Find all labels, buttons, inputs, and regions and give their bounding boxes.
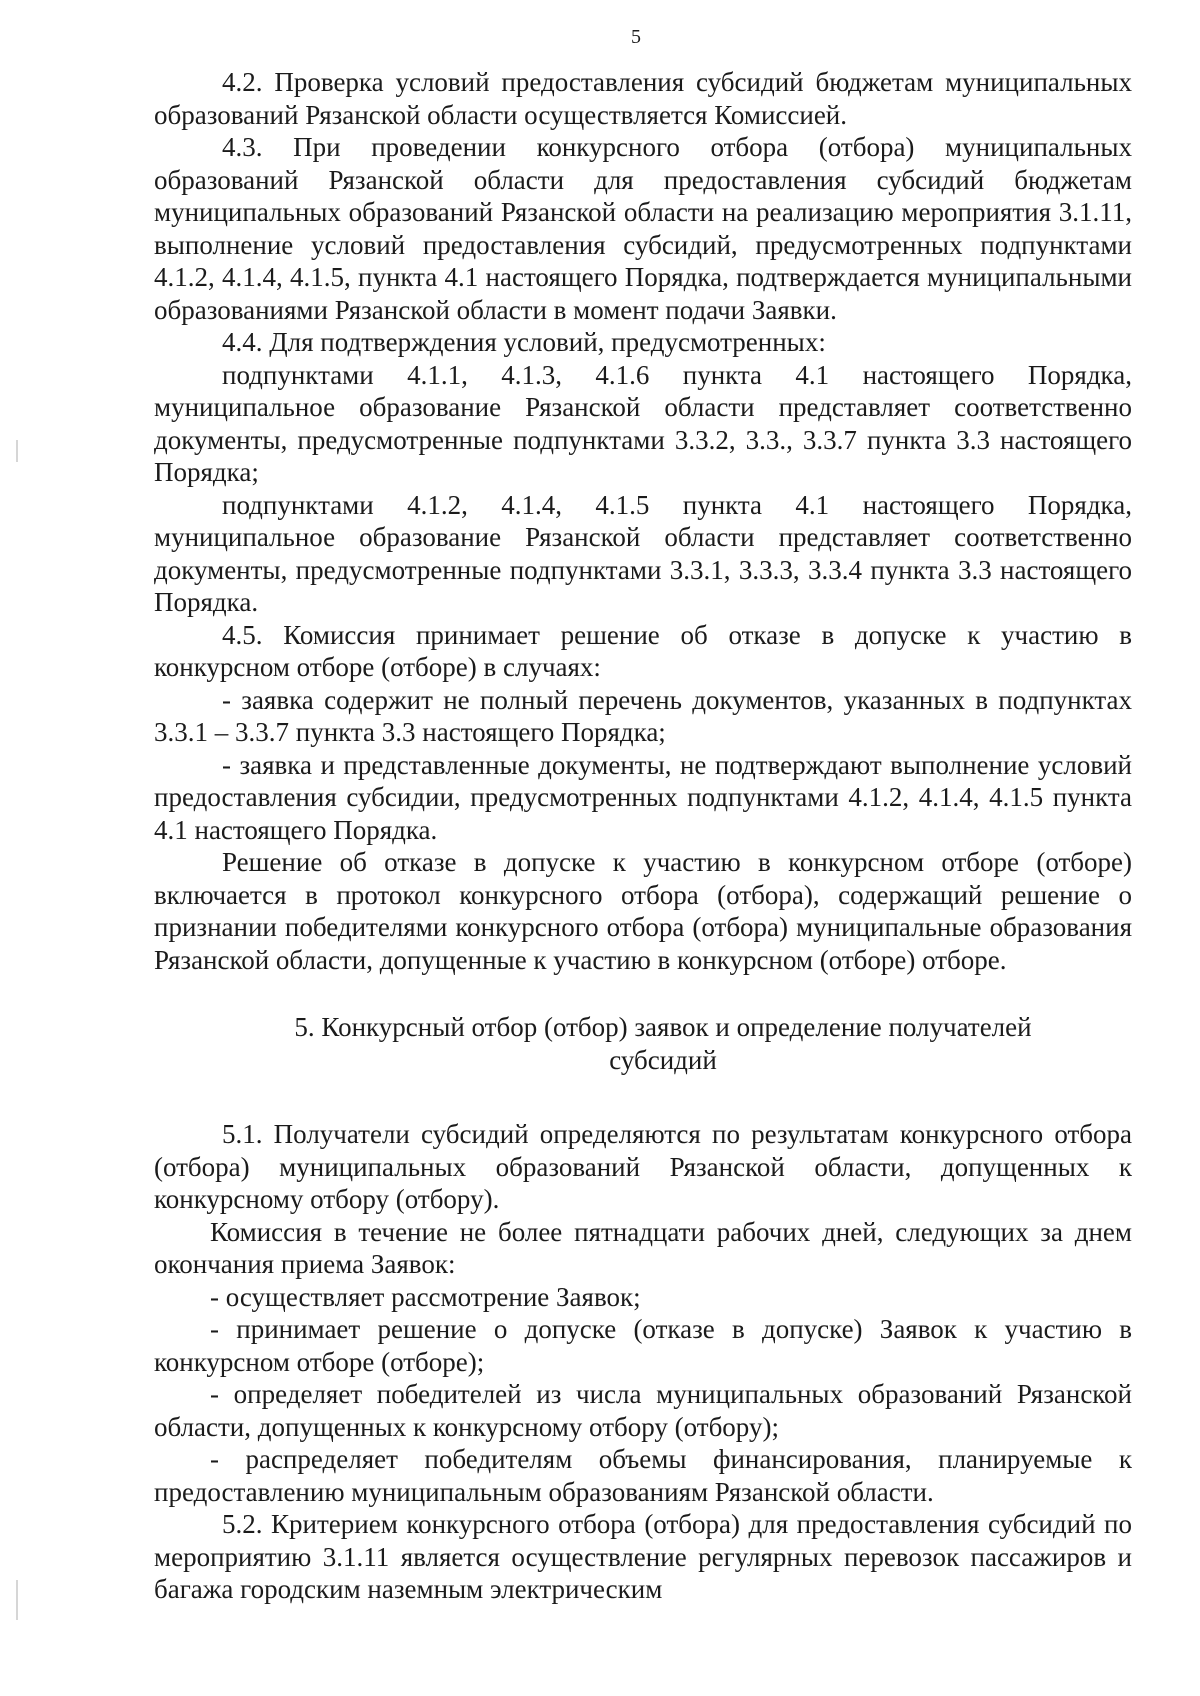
scan-margin-mark — [16, 1580, 18, 1620]
paragraph-5-2: 5.2. Критерием конкурсного отбора (отбора) для предоставления субсидий по мероприятию 3.1.11 является осуществление регулярных перевозок пассажиров и багажа городским наземным электрическим — [154, 1509, 1132, 1604]
section-5-heading — [154, 1011, 1132, 1076]
section-5-heading-line-1: 5. Конкурсный отбор (отбор) заявок и определение получателей — [294, 1012, 1032, 1042]
paragraph-5-1-item-2: - принимает решение о допуске (отказе в допуске) Заявок к участию в конкурсном отборе (отборе); — [154, 1314, 1132, 1377]
paragraph-4-4: 4.4. Для подтверждения условий, предусмотренных: — [222, 327, 826, 357]
paragraph-4-5-item-1: - заявка содержит не полный перечень документов, указанных в подпунктах 3.3.1 – 3.3.7 пункта 3.3 настоящего Порядка; — [154, 684, 1132, 747]
paragraph-4-3: 4.3. При проведении конкурсного отбора (отбора) муниципальных образований Рязанской области для предоставления субсидий бюджетам муниципальных образований Рязанской области на реализацию мероприятия 3.1.11, выполнение условий предоставления субсидий, предусмотренных подпунктами 4.1.2, 4.1.4, 4.1.5, пункта 4.1 настоящего Порядка, подтверждается муниципальными образованиями Рязанской области в момент подачи Заявки. — [154, 132, 1132, 325]
page-number: 5 — [631, 26, 641, 48]
paragraph-4-4-item-1: подпунктами 4.1.1, 4.1.3, 4.1.6 пункта 4.1 настоящего Порядка, муниципальное образование Рязанской области представляет соответственно документы, предусмотренные подпунктами 3.3.2, 3.3., 3.3.7 пункта 3.3 настоящего Порядка; — [154, 359, 1132, 487]
paragraph-4-5: 4.5. Комиссия принимает решение об отказе в допуске к участию в конкурсном отборе (отборе) в случаях: — [154, 619, 1132, 682]
section-5-heading-line-2: субсидий — [609, 1044, 717, 1075]
paragraph-5-1-commission: Комиссия в течение не более пятнадцати рабочих дней, следующих за днем окончания приема Заявок: — [154, 1216, 1132, 1279]
paragraph-5-1-item-3: - определяет победителей из числа муниципальных образований Рязанской области, допущенных к конкурсному отбору (отбору); — [154, 1379, 1132, 1442]
document-body — [154, 66, 1132, 1606]
paragraph-4-5-item-2: - заявка и представленные документы, не подтверждают выполнение условий предоставления субсидии, предусмотренных подпунктами 4.1.2, 4.1.4, 4.1.5 пункта 4.1 настоящего Порядка. — [154, 749, 1132, 845]
paragraph-5-1-item-4: - распределяет победителям объемы финансирования, планируемые к предоставлению муниципальным образованиям Рязанской области. — [154, 1444, 1132, 1507]
paragraph-4-2: 4.2. Проверка условий предоставления субсидий бюджетам муниципальных образований Рязанской области осуществляется Комиссией. — [154, 67, 1132, 130]
paragraph-5-1: 5.1. Получатели субсидий определяются по результатам конкурсного отбора (отбора) муниципальных образований Рязанской области, допущенных к конкурсному отбору (отбору). — [154, 1119, 1132, 1214]
paragraph-4-4-item-2: подпунктами 4.1.2, 4.1.4, 4.1.5 пункта 4.1 настоящего Порядка, муниципальное образование Рязанской области представляет соответственно документы, предусмотренные подпунктами 3.3.1, 3.3.3, 3.3.4 пункта 3.3 настоящего Порядка. — [154, 489, 1132, 617]
paragraph-4-5-decision: Решение об отказе в допуске к участию в конкурсном отборе (отборе) включается в протокол конкурсного отбора (отбора), содержащий решение о признании победителями конкурсного отбора (отбора) муниципальные образования Рязанской области, допущенные к участию в конкурсном (отборе) отборе. — [154, 847, 1132, 975]
paragraph-5-1-item-1: - осуществляет рассмотрение Заявок; — [210, 1281, 641, 1312]
scan-margin-mark — [16, 440, 18, 462]
